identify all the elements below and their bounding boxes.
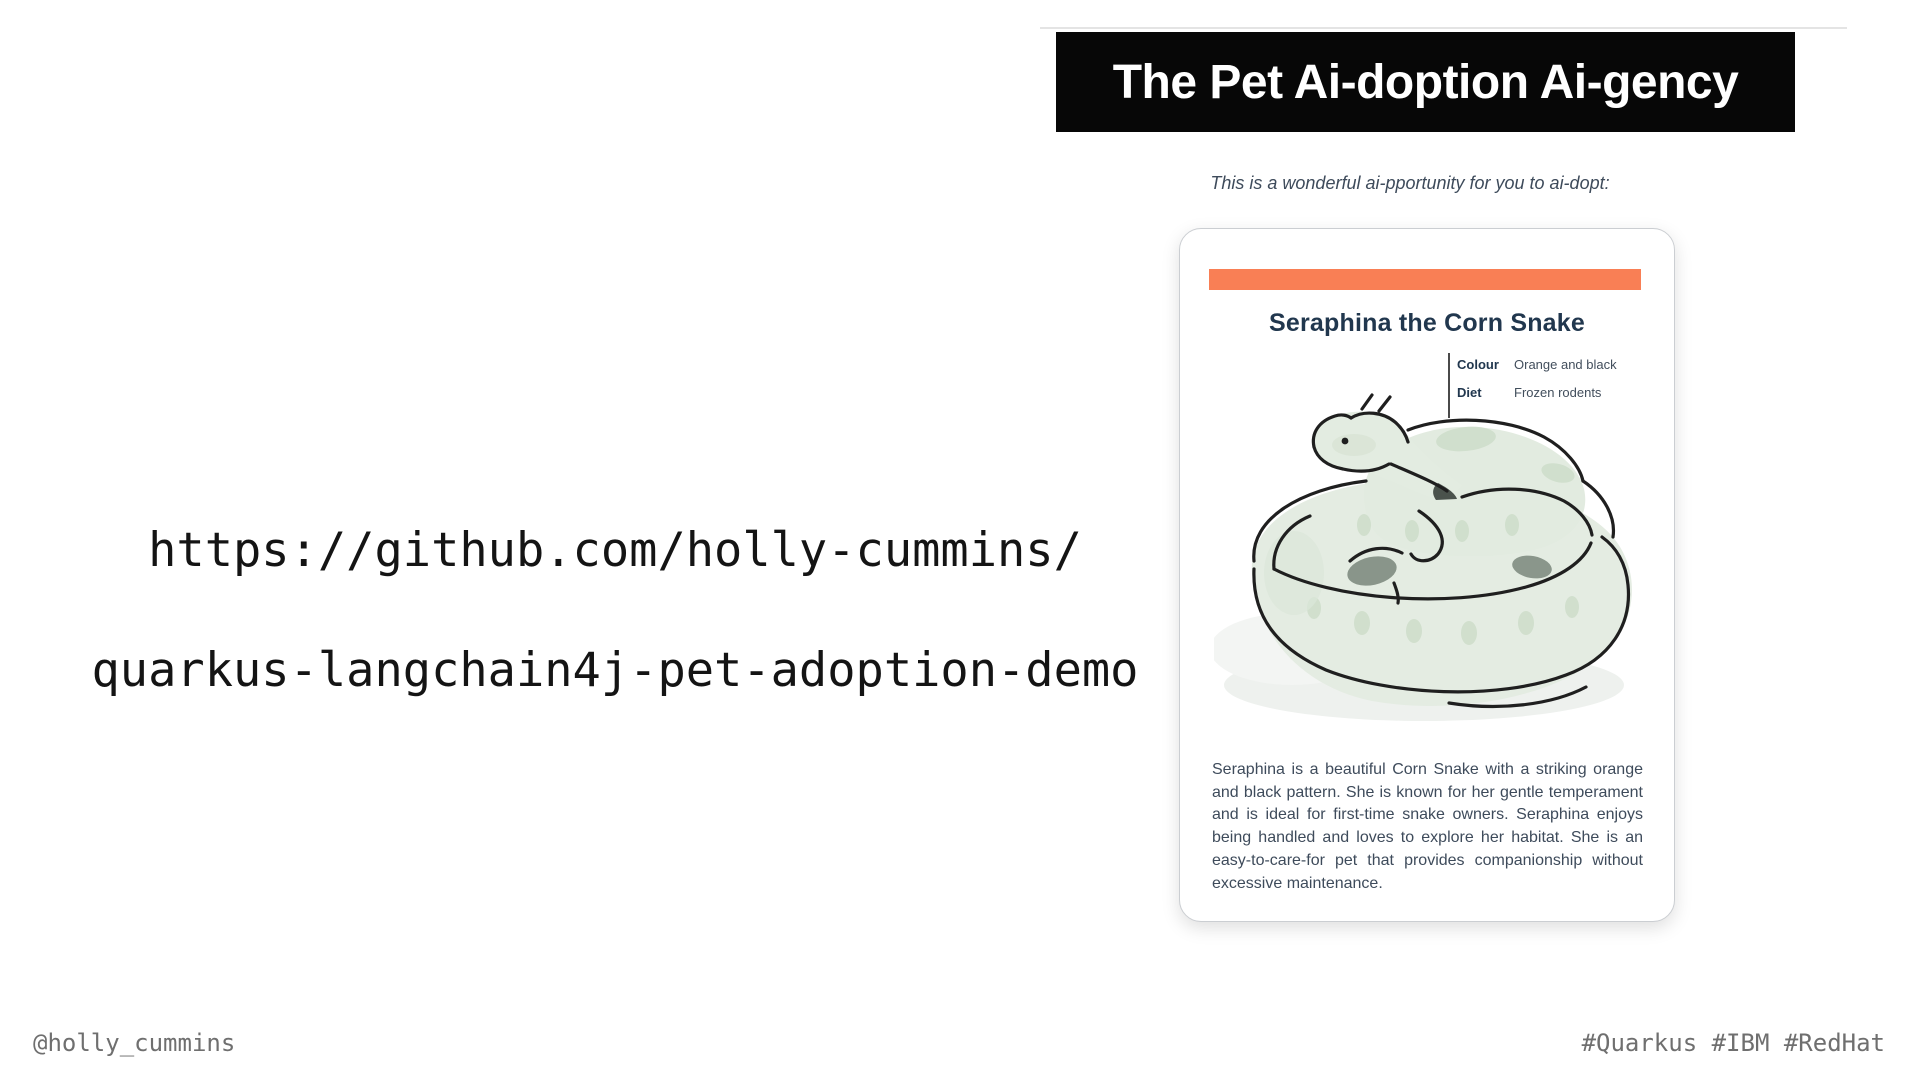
attribute-label-colour: Colour xyxy=(1457,357,1499,372)
subtitle-text: This is a wonderful ai-pportunity for you to ai-dopt: xyxy=(1210,173,1610,193)
banner xyxy=(1056,32,1795,132)
repo-url xyxy=(15,521,1215,701)
footer-handle: @holly_cummins xyxy=(33,1029,236,1057)
pet-name-heading: Seraphina the Corn Snake xyxy=(1269,309,1585,337)
pet-card xyxy=(1179,228,1675,922)
snake-illustration xyxy=(1214,373,1664,729)
attribute-label-diet: Diet xyxy=(1457,385,1482,400)
screenshot-top-border xyxy=(1040,27,1847,29)
banner-title: The Pet Ai-doption Ai-gency xyxy=(1112,55,1739,109)
repo-url-line1: https://github.com/holly-cummins/ xyxy=(148,523,1082,578)
card-accent-bar xyxy=(1209,269,1641,290)
attribute-value-colour: Orange and black xyxy=(1514,357,1617,372)
pet-description: Seraphina is a beautiful Corn Snake with a striking orange and black pattern. She is known for her gentle temperament and is ideal for first-time snake owners. Seraphina enjoys being handled and loves to explore her habitat. She is an easy-to-care-for pet that provides companionship without excessive maintenance. xyxy=(1212,761,1643,892)
footer-hashtags: #Quarkus #IBM #RedHat xyxy=(1581,1029,1885,1057)
attribute-value-diet: Frozen rodents xyxy=(1514,385,1602,400)
repo-url-line2: quarkus-langchain4j-pet-adoption-demo xyxy=(91,643,1139,698)
